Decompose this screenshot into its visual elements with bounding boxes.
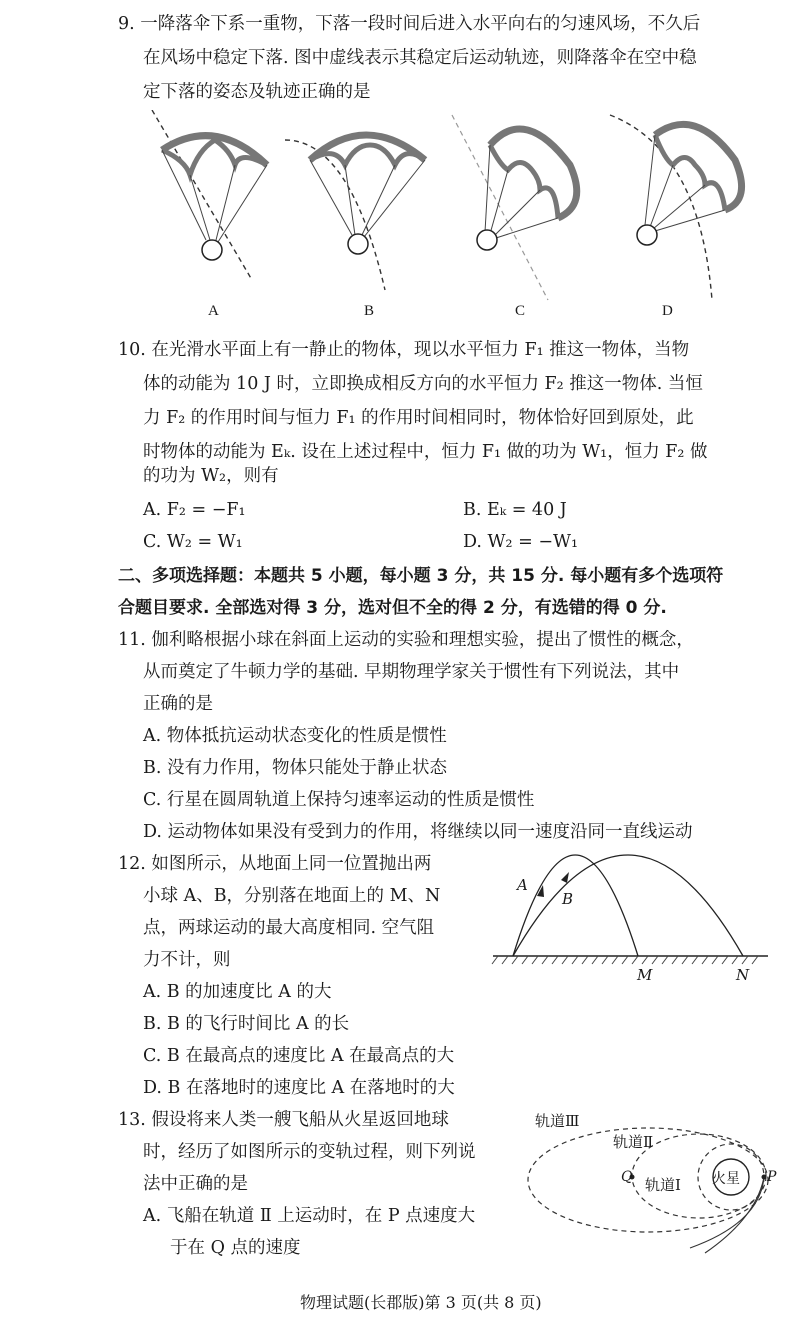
q13-line-2: 时，经历了如图所示的变轨过程，则下列说 [143, 1142, 476, 1162]
q10-option-c: C. W₂ = W₁ [143, 532, 243, 552]
q10-line-3: 力 F₂ 的作用时间与恒力 F₁ 的作用时间相同时，物体恰好回到原处，此 [143, 408, 694, 428]
q11-line-3: 正确的是 [143, 694, 213, 714]
section2-line-1: 二、多项选择题：本题共 5 小题，每小题 3 分，共 15 分. 每小题有多个选项符 [118, 566, 724, 586]
q9-line-2: 在风场中稳定下落. 图中虚线表示其稳定后运动轨迹，则降落伞在空中稳 [143, 48, 697, 68]
q12-option-d: D. B 在落地时的速度比 A 在落地时的大 [143, 1078, 455, 1098]
q10-line-5: 的功为 W₂，则有 [143, 466, 279, 486]
q12-option-c: C. B 在最高点的速度比 A 在最高点的大 [143, 1046, 455, 1066]
q10-line-4: 时物体的动能为 Eₖ. 设在上述过程中，恒力 F₁ 做的功为 W₁，恒力 F₂ 做 [143, 442, 708, 462]
q11-option-c: C. 行星在圆周轨道上保持匀速率运动的性质是惯性 [143, 790, 535, 810]
q12-option-a: A. B 的加速度比 A 的大 [143, 982, 332, 1002]
q13-option-a-line-2: 于在 Q 点的速度 [170, 1238, 301, 1258]
q11-line-1: 11. 伽利略根据小球在斜面上运动的实验和理想实验，提出了惯性的概念， [118, 630, 694, 650]
q12-projectile-figure [488, 852, 778, 982]
figure-label-d: D [662, 303, 673, 319]
q11-line-2: 从而奠定了牛顿力学的基础. 早期物理学家关于惯性有下列说法，其中 [143, 662, 680, 682]
q12-label-n: N [736, 966, 750, 984]
q12-line-1: 12. 如图所示，从地面上同一位置抛出两 [118, 854, 432, 874]
q10-option-a: A. F₂ = −F₁ [143, 500, 246, 520]
page-footer: 物理试题(长郡版)第 3 页(共 8 页) [300, 1293, 542, 1312]
q13-line-3: 法中正确的是 [143, 1174, 248, 1194]
point-p [762, 1175, 767, 1180]
parachute-b [285, 135, 425, 290]
q9-parachute-figure [140, 110, 780, 325]
q12-option-b: B. B 的飞行时间比 A 的长 [143, 1014, 350, 1034]
trajectory-a [513, 855, 638, 956]
q12-label-a: A [517, 876, 528, 894]
figure-label-a: A [208, 303, 219, 319]
q13-option-a-line-1: A. 飞船在轨道 Ⅱ 上运动时，在 P 点速度大 [143, 1206, 476, 1226]
parachute-d [610, 115, 742, 300]
trajectory-b [513, 855, 743, 956]
q13-line-1: 13. 假设将来人类一艘飞船从火星返回地球 [118, 1110, 449, 1130]
q10-line-1: 10. 在光滑水平面上有一静止的物体，现以水平恒力 F₁ 推这一物体，当物 [118, 340, 690, 360]
q10-option-b: B. Eₖ = 40 J [463, 500, 567, 520]
orbit-1-label: 轨道Ⅰ [645, 1176, 681, 1194]
parachute-a [152, 110, 267, 280]
arrow-b [561, 872, 569, 883]
q11-option-a: A. 物体抵抗运动状态变化的性质是惯性 [143, 726, 447, 746]
q10-line-2: 体的动能为 10 J 时，立即换成相反方向的水平恒力 F₂ 推这一物体. 当恒 [143, 374, 703, 394]
q12-line-2: 小球 A、B，分别落在地面上的 M、N [143, 886, 441, 906]
figure-label-c: C [515, 303, 526, 319]
parachute-c [452, 115, 577, 300]
q10-option-d: D. W₂ = −W₁ [463, 532, 578, 552]
point-q-label: Q [621, 1169, 633, 1185]
section2-line-2: 合题目要求. 全部选对得 3 分，选对但不全的得 2 分，有选错的得 0 分. [118, 598, 667, 618]
q12-label-m: M [637, 966, 653, 984]
q12-line-4: 力不计，则 [143, 950, 231, 970]
figure-label-b: B [364, 303, 375, 319]
point-p-label: P [767, 1169, 777, 1185]
orbit-3-label: 轨道Ⅲ [535, 1112, 580, 1130]
q12-line-3: 点，两球运动的最大高度相同. 空气阻 [143, 918, 435, 938]
q12-label-b: B [562, 890, 574, 908]
q9-line-3: 定下落的姿态及轨迹正确的是 [143, 82, 371, 102]
q9-line-1: 9. 一降落伞下系一重物，下落一段时间后进入水平向右的匀速风场，不久后 [118, 14, 701, 34]
q11-option-b: B. 没有力作用，物体只能处于静止状态 [143, 758, 447, 778]
q11-option-d: D. 运动物体如果没有受到力的作用，将继续以同一速度沿同一直线运动 [143, 822, 693, 842]
orbit-2-label: 轨道Ⅱ [613, 1133, 654, 1151]
mars-label: 火星 [712, 1171, 740, 1187]
